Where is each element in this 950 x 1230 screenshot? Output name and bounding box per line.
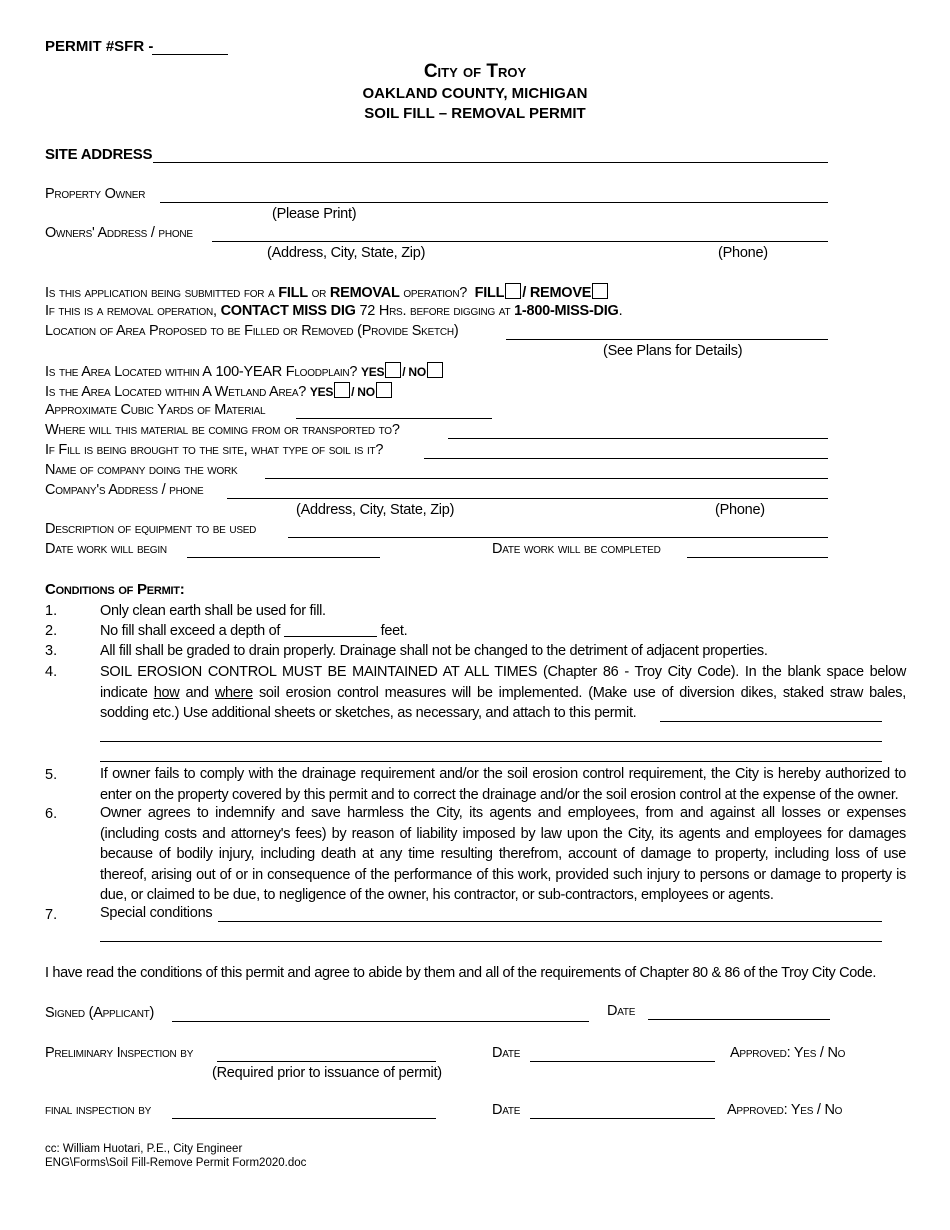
applicant-signature-field[interactable] xyxy=(172,1005,589,1022)
q4-text-b: Floodplain? xyxy=(285,364,358,380)
company-address-label: Company's Address / phone xyxy=(45,482,204,498)
condition-5-text: If owner fails to comply with the drainage requirement and/or the soil erosion control requirement, the City is hereby authorized to enter on the property covered by this permit and to correct the drainage and/or the soil erosion control at the expense of the owner. xyxy=(100,766,906,803)
q1-removal-word: REMOVAL xyxy=(329,285,400,301)
q1-fill-word: FILL xyxy=(278,285,308,301)
condition-1-number: 1. xyxy=(45,603,58,619)
property-owner-field[interactable] xyxy=(160,186,828,203)
fill-checkbox[interactable] xyxy=(505,283,521,299)
floodplain-question xyxy=(45,362,444,380)
footer-file-path: ENG\Forms\Soil Fill-Remove Permit Form2020.doc xyxy=(45,1157,307,1169)
special-conditions-label: Special conditions xyxy=(100,905,213,921)
preliminary-inspection-label: Preliminary Inspection by xyxy=(45,1045,194,1061)
location-label: Location of Area Proposed to be Filled or Removed (Provide Sketch) xyxy=(45,323,459,339)
wetland-yes-label: YES xyxy=(309,385,334,399)
q1-text-a: Is this application being submitted for a xyxy=(45,285,275,301)
fill-or-removal-question xyxy=(45,283,609,301)
signed-date-label: Date xyxy=(607,1003,636,1019)
preliminary-date-field[interactable] xyxy=(530,1045,715,1062)
completion-date-label: Date work will be completed xyxy=(492,541,661,557)
condition-4-how: how xyxy=(153,684,180,701)
condition-1-text: Only clean earth shall be used for fill. xyxy=(100,603,326,619)
soil-type-field[interactable] xyxy=(424,442,828,459)
property-owner-label: Property Owner xyxy=(45,186,146,202)
please-print-hint: (Please Print) xyxy=(272,206,357,222)
final-approved-label: Approved: Yes / No xyxy=(727,1102,843,1118)
condition-5-number: 5. xyxy=(45,767,58,783)
q2-text-b: Hrs. before digging at xyxy=(378,303,511,319)
owners-address-hint: (Address, City, State, Zip) xyxy=(267,245,426,261)
company-name-field[interactable] xyxy=(265,462,828,479)
location-field[interactable] xyxy=(506,323,828,340)
erosion-control-field-1[interactable] xyxy=(660,705,882,722)
start-date-field[interactable] xyxy=(187,541,380,558)
remove-option-label: / REMOVE xyxy=(522,285,592,301)
equipment-field[interactable] xyxy=(288,521,828,538)
site-address-label: SITE ADDRESS xyxy=(45,146,153,163)
condition-2-number: 2. xyxy=(45,623,58,639)
form-title: SOIL FILL – REMOVAL PERMIT xyxy=(364,105,586,122)
condition-4-number: 4. xyxy=(45,664,58,680)
condition-3-text: All fill shall be graded to drain properly. Drainage shall not be changed to the detriment of adjacent properties. xyxy=(100,643,768,659)
completion-date-field[interactable] xyxy=(687,541,828,558)
erosion-control-field-2[interactable] xyxy=(100,725,882,742)
preliminary-date-label: Date xyxy=(492,1045,521,1061)
company-name-label: Name of company doing the work xyxy=(45,462,238,478)
see-plans-hint: (See Plans for Details) xyxy=(603,343,743,359)
q2-text-a: If this is a removal operation, xyxy=(45,303,217,319)
q2-end: . xyxy=(618,303,623,319)
soil-type-label: If Fill is being brought to the site, what type of soil is it? xyxy=(45,442,384,458)
floodplain-no-label: / NO xyxy=(402,365,426,379)
equipment-label: Description of equipment to be used xyxy=(45,521,257,537)
conditions-title: Conditions of Permit: xyxy=(45,581,185,598)
preliminary-approved-label: Approved: Yes / No xyxy=(730,1045,846,1061)
condition-4-and: and xyxy=(185,684,209,701)
material-source-field[interactable] xyxy=(448,422,828,439)
condition-4-text-a: SOIL EROSION CONTROL MUST BE MAINTAINED AT ALL TIMES (Chapter 86 - Troy City Code). In the blank space below indicate xyxy=(100,664,906,701)
q2-hours: 72 xyxy=(359,303,376,319)
q1-or-word: or xyxy=(311,285,327,301)
city-title: City of Troy xyxy=(423,61,527,82)
wetland-no-label: / NO xyxy=(351,385,375,399)
wetland-yes-checkbox[interactable] xyxy=(334,382,350,398)
remove-checkbox[interactable] xyxy=(592,283,608,299)
site-address-field[interactable] xyxy=(153,146,828,163)
cubic-yards-label: Approximate Cubic Yards of Material xyxy=(45,402,266,418)
preliminary-note: (Required prior to issuance of permit) xyxy=(212,1065,442,1081)
miss-dig-notice xyxy=(45,303,622,319)
q1-text-b: operation? xyxy=(403,285,468,301)
erosion-control-field-3[interactable] xyxy=(100,745,882,762)
floodplain-yes-checkbox[interactable] xyxy=(385,362,401,378)
floodplain-yes-label: YES xyxy=(360,365,385,379)
floodplain-no-checkbox[interactable] xyxy=(427,362,443,378)
final-inspection-field[interactable] xyxy=(172,1102,436,1119)
special-conditions-field-2[interactable] xyxy=(100,925,882,942)
footer-cc: cc: William Huotari, P.E., City Engineer xyxy=(45,1143,243,1155)
q5-text: Is the Area Located within A Wetland Area? xyxy=(45,384,307,400)
material-source-label: Where will this material be coming from or transported to? xyxy=(45,422,400,438)
owners-address-label: Owners' Address / phone xyxy=(45,225,193,241)
condition-3-number: 3. xyxy=(45,643,58,659)
wetland-question xyxy=(45,382,393,400)
signed-applicant-label: Signed (Applicant) xyxy=(45,1005,155,1021)
condition-6-number: 6. xyxy=(45,806,58,822)
q2-phone-number: 1-800-MISS-DIG xyxy=(514,303,619,319)
condition-4-where: where xyxy=(214,684,253,701)
owners-phone-hint: (Phone) xyxy=(718,245,768,261)
company-address-hint: (Address, City, State, Zip) xyxy=(296,502,455,518)
permit-number-label: PERMIT #SFR - xyxy=(45,38,154,55)
condition-7-number: 7. xyxy=(45,907,58,923)
q4-text-a: Is the Area Located within A xyxy=(45,364,212,380)
fill-option-label: FILL xyxy=(474,285,505,301)
start-date-label: Date work will begin xyxy=(45,541,167,557)
company-phone-hint: (Phone) xyxy=(715,502,765,518)
final-date-field[interactable] xyxy=(530,1102,715,1119)
q2-contact: CONTACT MISS DIG xyxy=(220,303,356,319)
company-address-field[interactable] xyxy=(227,482,828,499)
final-inspection-label: final inspection by xyxy=(45,1102,152,1118)
condition-2-text-a: No fill shall exceed a depth of xyxy=(100,623,281,639)
preliminary-inspection-field[interactable] xyxy=(217,1045,436,1062)
agreement-statement: I have read the conditions of this permit and agree to abide by them and all of the requirements of Chapter 80 & 86 of the Troy City Code. xyxy=(45,965,877,981)
special-conditions-field-1[interactable] xyxy=(218,905,882,922)
signed-date-field[interactable] xyxy=(648,1003,830,1020)
condition-2-text xyxy=(100,621,906,642)
final-date-label: Date xyxy=(492,1102,521,1118)
wetland-no-checkbox[interactable] xyxy=(376,382,392,398)
cubic-yards-field[interactable] xyxy=(296,402,492,419)
condition-2-text-b: feet. xyxy=(380,623,408,639)
permit-number-field[interactable] xyxy=(152,38,228,55)
owners-address-field[interactable] xyxy=(212,225,828,242)
condition-4-text-b: soil erosion control measures will be implemented. (Make use of diversion dikes, staked straw bales, sodding etc.) Use additional sheets or sketches, as necessary, and attach to this permit. xyxy=(100,684,906,721)
county-title: OAKLAND COUNTY, MICHIGAN xyxy=(362,85,588,102)
q4-year: 100-YEAR xyxy=(215,364,282,380)
condition-6-text: Owner agrees to indemnify and save harmless the City, its agents and employees, from and against all losses or expenses (including costs and attorney's fees) by reason of liability imposed by law upon the City, its agents and employees for damages because of bodily injury, including death at any time resulting therefrom, account of damage to property, including loss of use thereof, arising out of or in consequence of the performance of this work, provided such injury to persons or damage to property is due, or claimed to be due, to negligence of the owner, his contractor, or sub-contractors, employees or agents. xyxy=(100,805,906,903)
fill-depth-field[interactable] xyxy=(284,622,377,637)
